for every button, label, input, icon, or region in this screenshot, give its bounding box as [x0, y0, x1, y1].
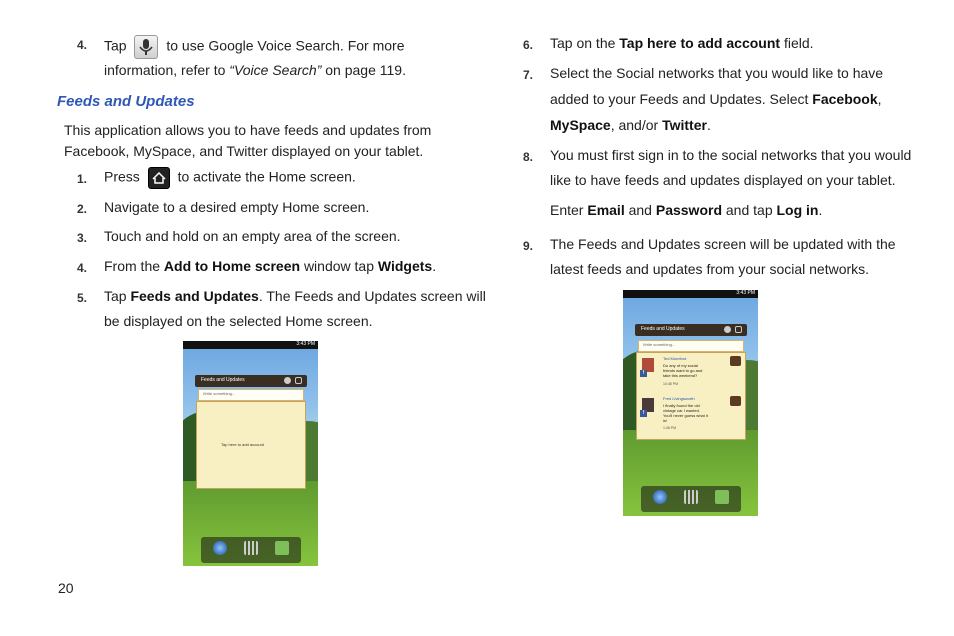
step-text: You must first sign in to the social networks that you would — [550, 147, 912, 163]
step-number: 4. — [77, 38, 88, 52]
dock — [201, 537, 301, 563]
intro-text: This application allows you to have feeds and updates from — [64, 122, 432, 138]
step-text: Select the Social networks that you would like to have — [550, 65, 884, 81]
step-text-continued: information, refer to “Voice Search” on page 119. — [104, 62, 406, 78]
facebook-icon: f — [640, 410, 647, 417]
step-text: Press to activate the Home screen. — [104, 167, 356, 189]
section-title: Feeds and Updates — [57, 93, 195, 110]
screenshot-feeds-widget-empty — [183, 341, 318, 566]
globe-icon[interactable] — [653, 490, 667, 504]
refresh-icon[interactable] — [735, 326, 742, 333]
apps-grid-icon[interactable] — [684, 490, 698, 504]
status-time: 3:43 PM — [736, 290, 755, 296]
dock — [641, 486, 741, 512]
widget-header — [635, 324, 747, 336]
intro-text: Facebook, MySpace, and Twitter displayed on your tablet. — [64, 143, 424, 159]
reply-icon[interactable] — [730, 356, 741, 366]
widget-title: Feeds and Updates — [201, 377, 245, 383]
step-text-continued: like to have feeds and updates displayed on your tablet. — [550, 172, 896, 188]
globe-icon[interactable] — [213, 541, 227, 555]
step-text: Tap to use Google Voice Search. For more — [104, 35, 404, 59]
step-text: Touch and hold on an empty area of the screen. — [104, 228, 401, 244]
status-time: 3:43 PM — [296, 341, 315, 347]
step-text: The Feeds and Updates screen will be updated with the — [550, 236, 896, 252]
step-text-continued: MySpace, and/or Twitter. — [550, 117, 711, 133]
refresh-icon[interactable] — [295, 377, 302, 384]
cross-reference: “Voice Search” — [229, 62, 322, 78]
step-text-continued: added to your Feeds and Updates. Select Facebook, — [550, 91, 882, 107]
step-text: Tap on the Tap here to add account field. — [550, 35, 814, 51]
screenshot-feeds-widget-populated — [623, 290, 758, 516]
page-number: 20 — [58, 580, 74, 596]
step-number: 3. — [77, 231, 88, 245]
facebook-icon: f — [640, 370, 647, 377]
feed-list — [636, 352, 746, 440]
step-number: 1. — [77, 172, 88, 186]
step-number: 2. — [77, 202, 88, 216]
widget-app-icon[interactable] — [275, 541, 289, 555]
step-text: Tap Feeds and Updates. The Feeds and Updates screen will — [104, 288, 486, 304]
widget-app-icon[interactable] — [715, 490, 729, 504]
step-number: 9. — [523, 239, 534, 253]
status-bar — [183, 341, 318, 349]
reply-icon[interactable] — [730, 396, 741, 406]
gear-icon[interactable] — [724, 326, 731, 333]
step-number: 8. — [523, 150, 534, 164]
widget-header — [195, 375, 307, 387]
gear-icon[interactable] — [284, 377, 291, 384]
write-something-input[interactable]: Write something... — [198, 389, 304, 401]
write-something-input[interactable]: Write something... — [638, 340, 744, 352]
home-icon — [148, 167, 170, 189]
step-text-continued: Enter Email and Password and tap Log in. — [550, 202, 823, 218]
status-bar — [623, 290, 758, 298]
add-account-field[interactable]: Tap here to add account — [221, 442, 264, 447]
step-number: 5. — [77, 291, 88, 305]
step-number: 7. — [523, 68, 534, 82]
apps-grid-icon[interactable] — [244, 541, 258, 555]
microphone-icon — [134, 35, 158, 59]
step-number: 6. — [523, 38, 534, 52]
widget-title: Feeds and Updates — [641, 326, 685, 332]
step-text-continued: latest feeds and updates from your social networks. — [550, 261, 870, 277]
step-text: From the Add to Home screen window tap Widgets. — [104, 258, 437, 274]
widget-body — [196, 401, 306, 489]
feed-item[interactable]: f Fred Livingsworth I finally found the old vintage car I wanted. You'll never guess what it is! 1:48 PM — [639, 395, 743, 437]
step-text: Navigate to a desired empty Home screen. — [104, 199, 370, 215]
feed-item[interactable]: f Ted Mumford Do any of my social friends want to go and take this weekend? 10:48 PM — [639, 355, 743, 393]
step-number: 4. — [77, 261, 88, 275]
step-text-continued: be displayed on the selected Home screen. — [104, 313, 373, 329]
